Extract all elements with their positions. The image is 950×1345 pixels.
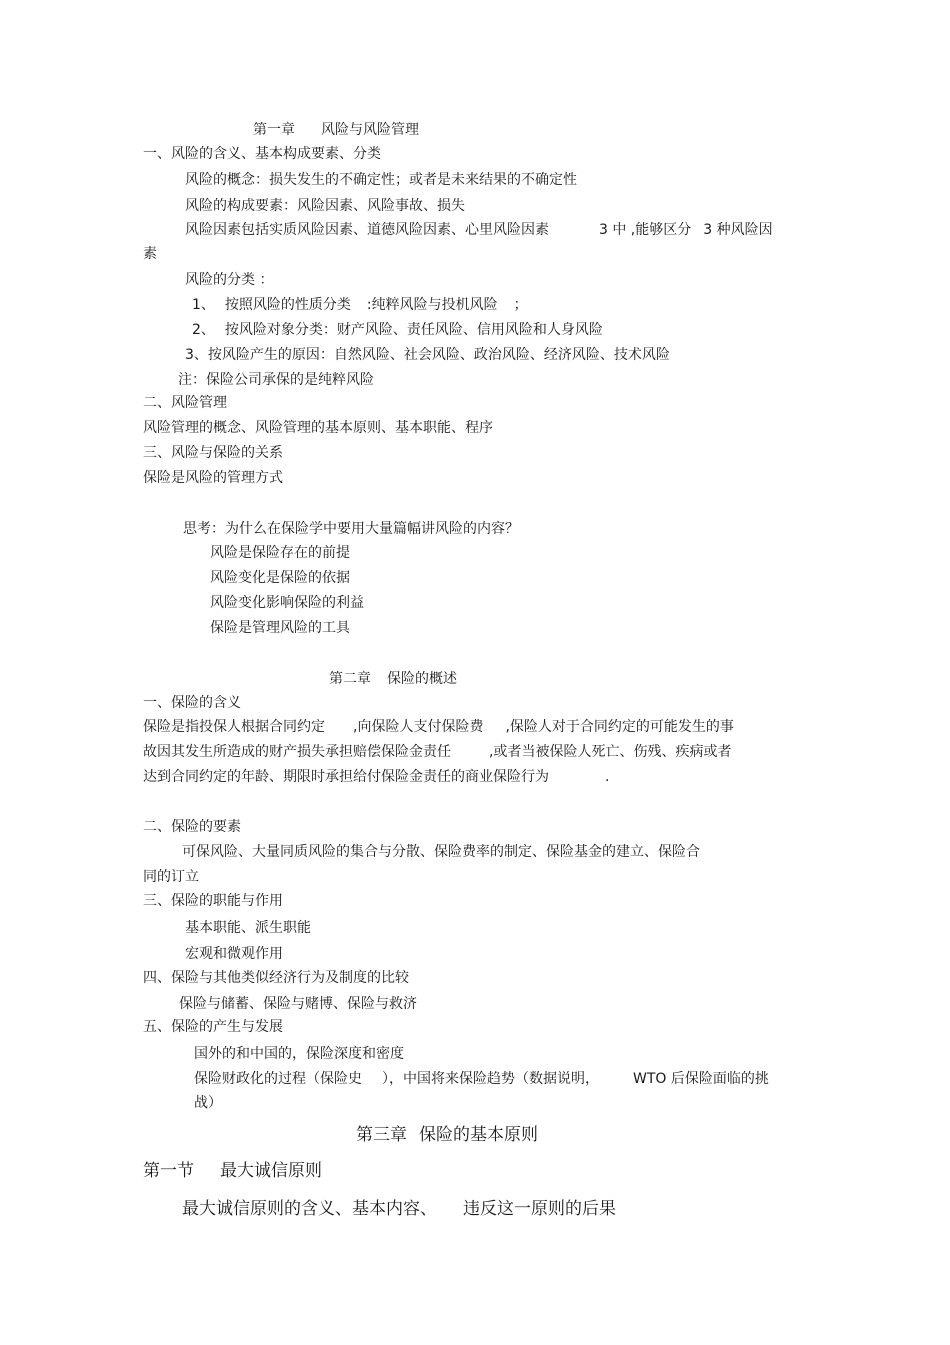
text-run: ,向保险人支付保险费	[353, 719, 484, 735]
section-heading: 一、风险的含义、基本构成要素、分类	[143, 146, 381, 162]
paragraph: 风险管理的概念、风险管理的基本原则、基本职能、程序	[143, 420, 493, 436]
paragraph	[185, 221, 773, 239]
note: 注：保险公司承保的是纯粹风险	[178, 372, 374, 388]
chapter-3-number: 第三章	[356, 1125, 407, 1145]
section-heading: 四、保险与其他类似经济行为及制度的比较	[143, 970, 409, 986]
list-item	[192, 321, 603, 339]
section-title	[143, 1160, 322, 1182]
paragraph: 可保风险、大量同质风险的集合与分散、保险费率的制定、保险基金的建立、保险合	[182, 844, 700, 860]
paragraph: 风险的分类 ：	[185, 272, 274, 288]
chapter-1-name: 风险与风险管理	[321, 122, 419, 138]
list-number: 2、	[192, 322, 215, 338]
text-run: 故因其发生所造成的财产损失承担赔偿保险金责任	[143, 744, 451, 760]
text-run: WTO 后保险面临的挑	[633, 1071, 769, 1087]
paragraph: 基本职能、派生职能	[185, 920, 311, 936]
text-run: 保险是指投保人根据合同约定	[143, 719, 325, 735]
text-run: 最大诚信原则的含义、基本内容、	[182, 1199, 437, 1219]
text-run: :纯粹风险与投机风险	[366, 297, 498, 313]
chapter-1-title	[253, 121, 419, 139]
paragraph: 风险的概念：损失发生的不确定性；或者是未来结果的不确定性	[185, 172, 577, 188]
chapter-2-name: 保险的概述	[387, 671, 457, 687]
answer-item: 风险变化影响保险的利益	[210, 595, 364, 611]
paragraph	[143, 718, 734, 736]
paragraph-wrap: 素	[143, 246, 157, 262]
paragraph: 保险是风险的管理方式	[143, 470, 283, 486]
text-run: ；	[513, 297, 528, 313]
answer-item: 风险是保险存在的前提	[210, 545, 350, 561]
paragraph	[143, 743, 731, 761]
section-heading: 三、风险与保险的关系	[143, 445, 283, 461]
text-run: ），中国将来保险趋势（数据说明，	[382, 1071, 599, 1087]
text-run: 3 中 ,能够区分	[599, 222, 692, 238]
section-heading: 一、保险的含义	[143, 695, 241, 711]
chapter-1-number: 第一章	[253, 122, 295, 138]
question: 思考：为什么在保险学中要用大量篇幅讲风险的内容？	[183, 521, 519, 537]
paragraph	[182, 1198, 616, 1220]
text-run: 按照风险的性质分类	[224, 297, 351, 313]
paragraph	[143, 768, 609, 786]
section-heading: 二、风险管理	[143, 395, 227, 411]
text-run: .	[605, 769, 610, 785]
list-item	[192, 296, 528, 314]
text-run: 违反这一原则的后果	[463, 1199, 616, 1219]
paragraph: 风险的构成要素：风险因素、风险事故、损失	[185, 198, 465, 214]
paragraph-wrap: 同的订立	[143, 869, 199, 885]
list-item: 3、按风险产生的原因：自然风险、社会风险、政治风险、经济风险、技术风险	[185, 347, 670, 363]
section-heading: 三、保险的职能与作用	[143, 893, 283, 909]
paragraph	[194, 1070, 769, 1088]
paragraph: 宏观和微观作用	[185, 946, 283, 962]
answer-item: 风险变化是保险的依据	[210, 570, 350, 586]
text-run: 保险财政化的过程（保险史	[194, 1071, 362, 1087]
paragraph: 保险与储蓄、保险与赌博、保险与救济	[179, 996, 417, 1012]
text-run: 按风险对象分类：财产风险、责任风险、信用风险和人身风险	[224, 322, 603, 338]
chapter-2-number: 第二章	[329, 671, 371, 687]
answer-item: 保险是管理风险的工具	[210, 620, 350, 636]
chapter-2-title	[329, 670, 457, 688]
chapter-3-name: 保险的基本原则	[419, 1125, 538, 1145]
text-run: 达到合同约定的年龄、期限时承担给付保险金责任的商业保险行为	[143, 769, 549, 785]
chapter-3-title	[356, 1124, 538, 1146]
paragraph-wrap: 战）	[194, 1095, 222, 1111]
text-run: 3 种风险因	[703, 222, 773, 238]
text-run: ,或者当被保险人死亡、伤残、疾病或者	[489, 744, 732, 760]
section-heading: 二、保险的要素	[143, 819, 241, 835]
text-run: 风险因素包括实质风险因素、道德风险因素、心里风险因素	[185, 222, 549, 238]
section-name: 最大诚信原则	[220, 1161, 322, 1181]
section-heading: 五、保险的产生与发展	[143, 1019, 283, 1035]
section-number: 第一节	[143, 1161, 194, 1181]
paragraph: 国外的和中国的，保险深度和密度	[194, 1046, 404, 1062]
list-number: 1、	[192, 297, 215, 313]
text-run: ,保险人对于合同约定的可能发生的事	[505, 719, 734, 735]
